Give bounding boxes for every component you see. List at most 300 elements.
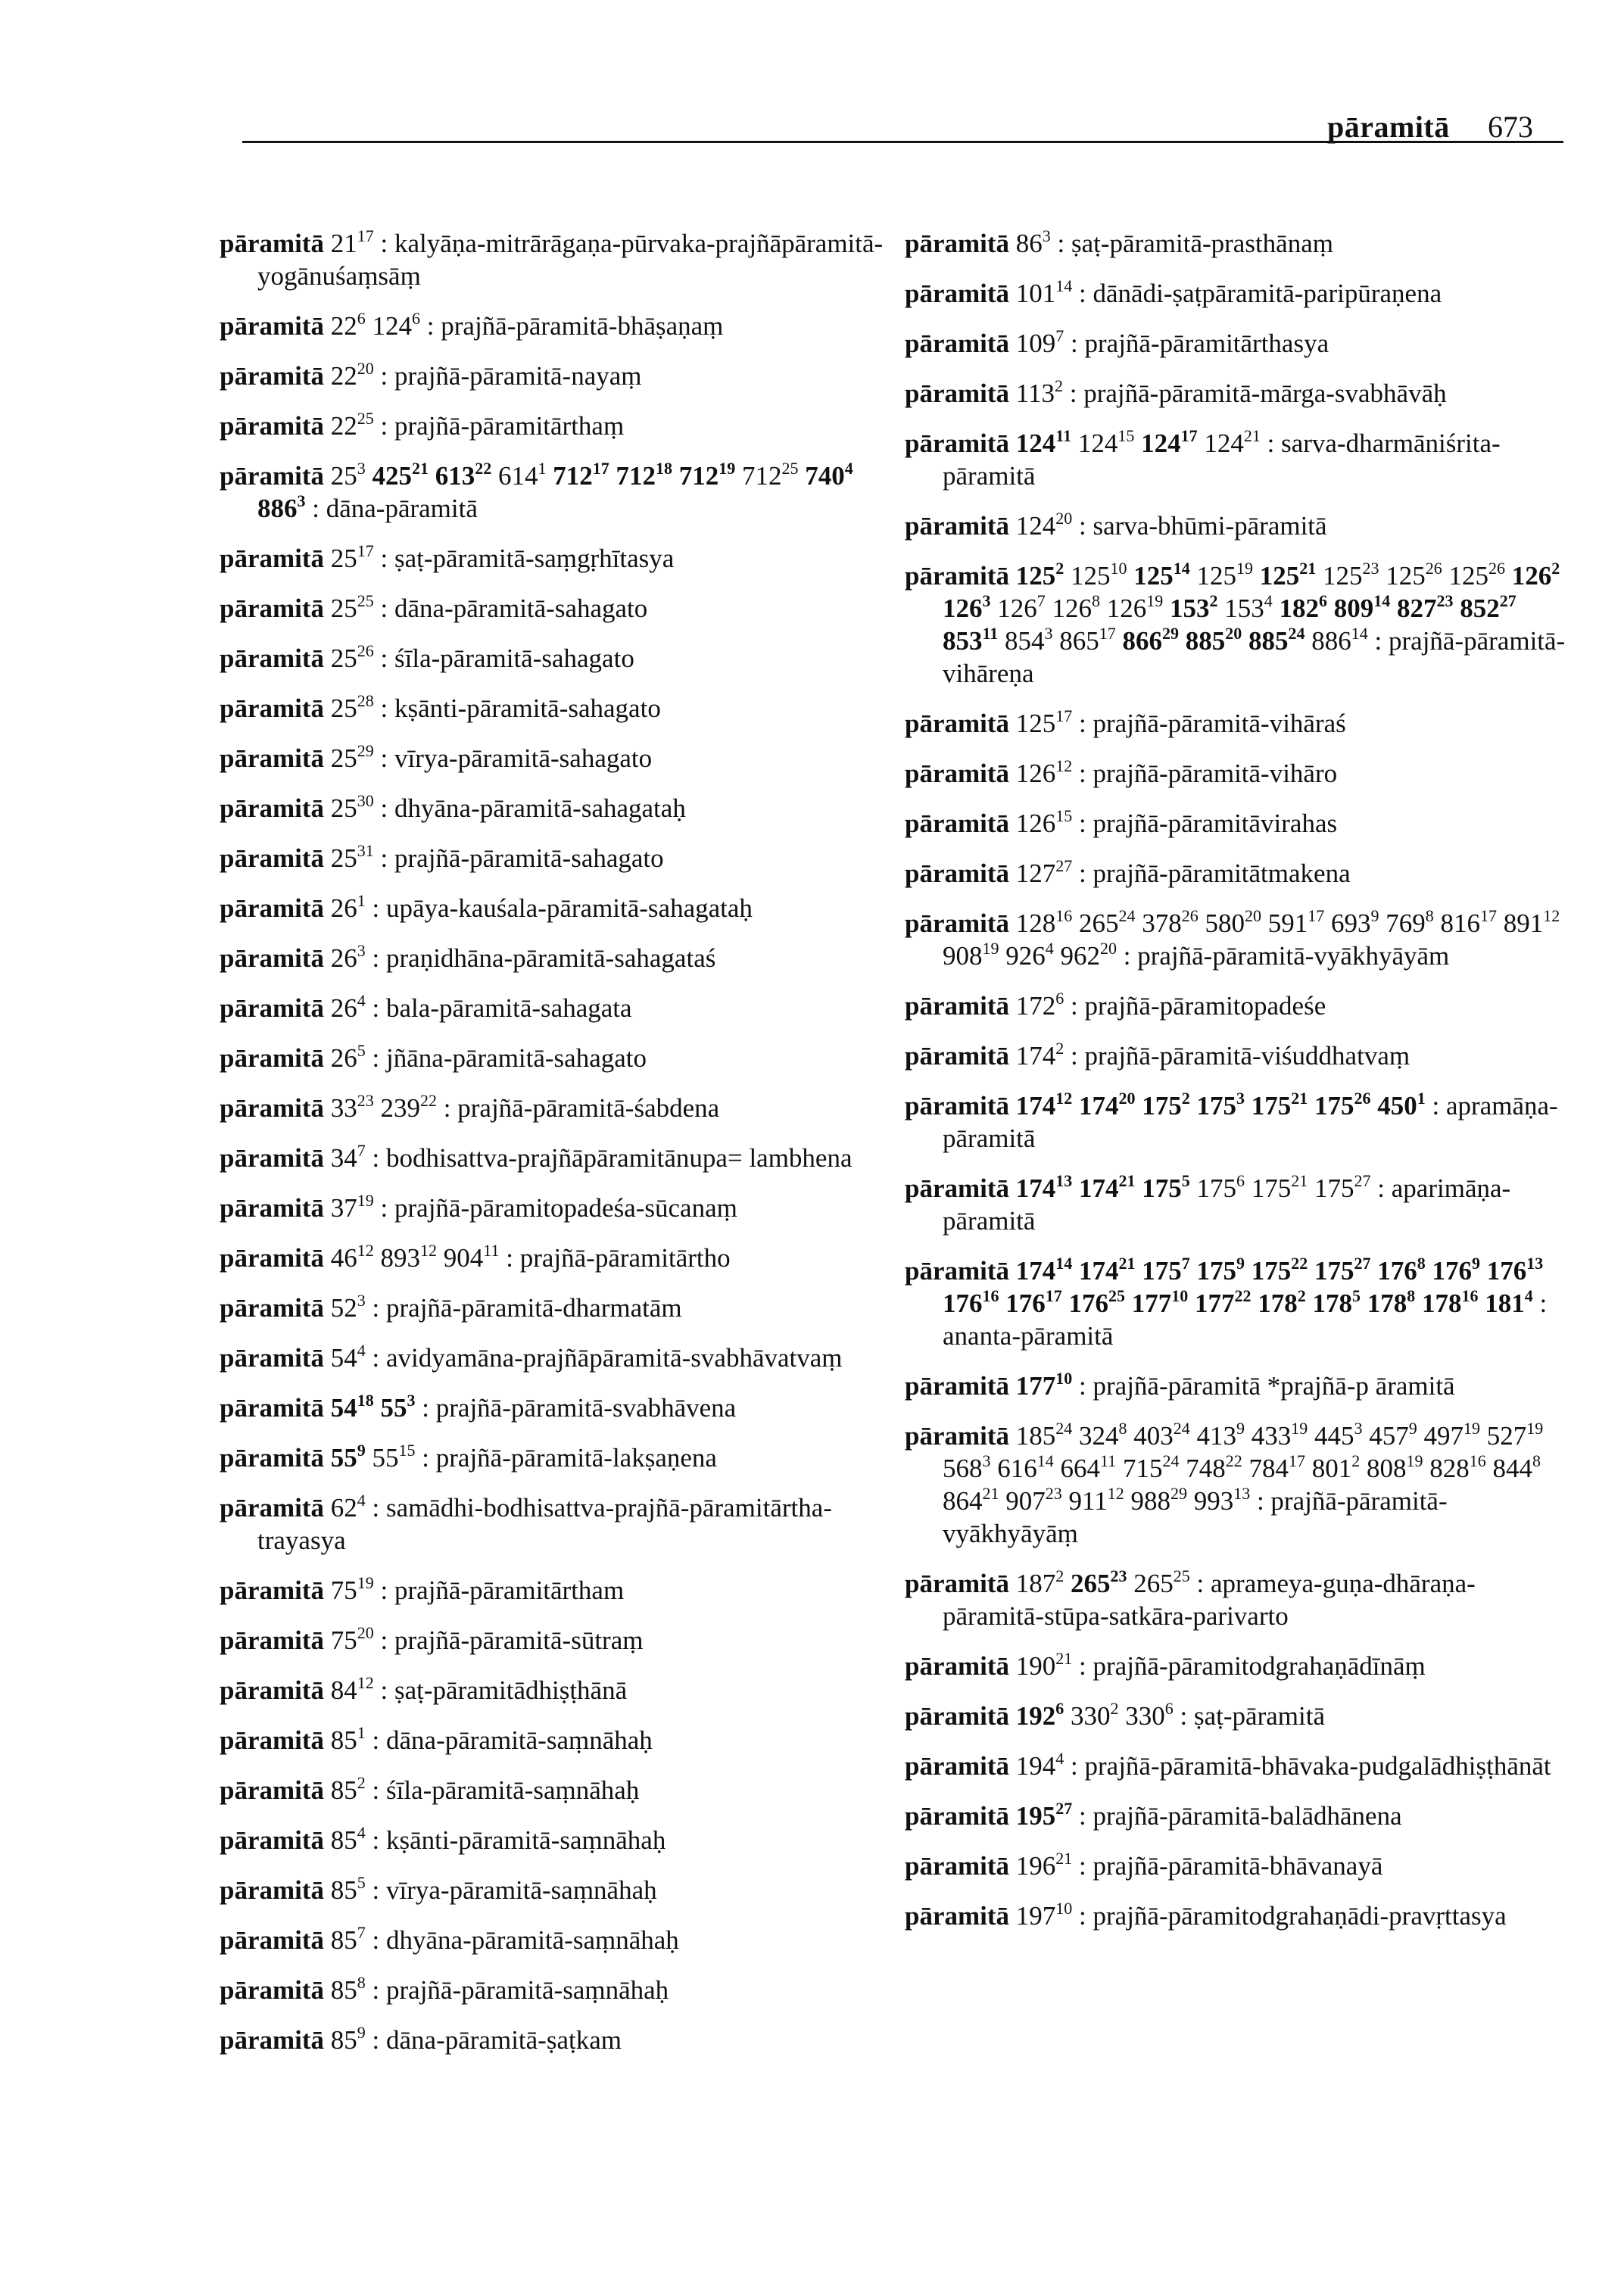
entry-reference bbox=[1123, 626, 1180, 656]
entry-reference bbox=[331, 693, 374, 723]
entry-reference bbox=[1386, 561, 1442, 591]
entry-reference bbox=[1079, 1256, 1136, 1286]
reference-page: 85 bbox=[330, 1975, 357, 2005]
dictionary-entry bbox=[220, 742, 886, 775]
reference-page: 113 bbox=[1015, 379, 1055, 408]
entry-reference bbox=[331, 1143, 366, 1173]
entry-headword: pāramitā bbox=[220, 1443, 325, 1473]
page-number: 673 bbox=[1488, 110, 1533, 144]
entry-gloss: : prajñā-pāramitārthasya bbox=[1071, 329, 1329, 358]
reference-page: 808 bbox=[1366, 1454, 1407, 1483]
dictionary-entry bbox=[220, 1724, 886, 1756]
reference-line: 9 bbox=[1408, 1419, 1417, 1438]
reference-line: 29 bbox=[1170, 1484, 1187, 1503]
reference-line: 6 bbox=[1055, 989, 1064, 1008]
reference-line: 26 bbox=[1488, 559, 1506, 578]
entry-reference bbox=[331, 893, 366, 923]
entry-gloss: : aparimāṇa-pāramitā bbox=[943, 1173, 1511, 1236]
entry-headword: pāramitā bbox=[220, 461, 325, 491]
entry-reference bbox=[1267, 906, 1325, 938]
reference-line: 5 bbox=[1181, 1171, 1190, 1190]
running-head: pāramitā bbox=[1327, 110, 1450, 144]
reference-line: 4 bbox=[357, 1823, 366, 1842]
reference-line: 4 bbox=[357, 1491, 366, 1510]
reference-page: 715 bbox=[1122, 1454, 1163, 1483]
entry-gloss: : prajñā-pāramitā-bhāṣaṇaṃ bbox=[426, 311, 724, 341]
reference-page: 893 bbox=[380, 1243, 421, 1273]
entry-gloss: : bala-pāramitā-sahagata bbox=[372, 993, 632, 1023]
entry-gloss: : prajñā-pāramitā-vihāreṇa bbox=[943, 626, 1566, 688]
reference-page: 907 bbox=[1005, 1486, 1046, 1516]
reference-line: 1 bbox=[357, 1723, 366, 1742]
dictionary-entry bbox=[220, 227, 886, 292]
entry-reference bbox=[1016, 1041, 1064, 1071]
reference-line: 23 bbox=[1362, 559, 1379, 578]
entry-reference bbox=[943, 591, 991, 623]
entry-reference bbox=[1252, 1091, 1308, 1121]
entry-reference bbox=[330, 226, 374, 258]
reference-page: 85 bbox=[330, 1725, 357, 1755]
entry-headword: pāramitā bbox=[220, 411, 325, 441]
entry-gloss: : dhyāna-pāramitā-saṃnāhaḥ bbox=[372, 1925, 679, 1955]
dictionary-entry bbox=[905, 1370, 1571, 1402]
entry-gloss: : prajñā-pāramitā-śabdena bbox=[443, 1093, 720, 1123]
dictionary-entry bbox=[905, 1039, 1571, 1072]
reference-page: 196 bbox=[1015, 1851, 1056, 1881]
reference-line: 31 bbox=[357, 841, 374, 860]
entry-reference bbox=[331, 1925, 366, 1955]
entry-reference bbox=[742, 461, 799, 491]
entry-reference bbox=[1422, 1286, 1479, 1318]
reference-line: 3 bbox=[1236, 1089, 1245, 1108]
reference-page: 126 bbox=[1052, 594, 1092, 623]
reference-line: 3 bbox=[1044, 624, 1053, 643]
entry-gloss: : vīrya-pāramitā-sahagato bbox=[380, 743, 653, 773]
entry-reference bbox=[1015, 276, 1073, 308]
entry-reference bbox=[1314, 1256, 1371, 1286]
reference-page: 175 bbox=[1251, 1173, 1292, 1203]
reference-line: 9 bbox=[1370, 906, 1379, 925]
entry-reference bbox=[1015, 226, 1051, 258]
entry-reference bbox=[1487, 1256, 1544, 1286]
entry-reference bbox=[1487, 1421, 1544, 1451]
reference-line: 23 bbox=[357, 1091, 374, 1110]
reference-line: 4 bbox=[357, 1341, 366, 1360]
reference-page: 25 bbox=[330, 743, 357, 773]
dictionary-entry bbox=[220, 2024, 886, 2056]
dictionary-entry bbox=[220, 592, 886, 625]
reference-page: 178 bbox=[1367, 1289, 1407, 1318]
entry-headword: pāramitā bbox=[220, 1576, 325, 1605]
entry-reference bbox=[331, 1393, 374, 1423]
reference-page: 450 bbox=[1377, 1091, 1417, 1121]
entry-headword: pāramitā bbox=[220, 1093, 325, 1123]
entry-reference bbox=[943, 1486, 999, 1516]
reference-line: 30 bbox=[357, 791, 374, 810]
dictionary-entry bbox=[220, 1491, 886, 1557]
entry-reference bbox=[1197, 1091, 1245, 1121]
reference-line: 18 bbox=[656, 459, 673, 478]
dictionary-entry bbox=[220, 1142, 886, 1174]
dictionary-entry bbox=[220, 360, 886, 392]
dictionary-entry bbox=[905, 1700, 1571, 1732]
entry-reference bbox=[1061, 941, 1117, 971]
entry-gloss: : dāna-pāramitā-saṃnāhaḥ bbox=[372, 1725, 653, 1755]
entry-gloss: : dāna-pāramitā bbox=[312, 494, 478, 523]
reference-page: 125 bbox=[1259, 561, 1300, 591]
dictionary-entry bbox=[220, 1192, 886, 1224]
reference-page: 126 bbox=[943, 594, 983, 623]
reference-line: 9 bbox=[357, 1441, 366, 1460]
reference-line: 9 bbox=[1472, 1254, 1481, 1273]
entry-reference bbox=[1122, 1451, 1180, 1483]
entry-reference bbox=[372, 1443, 416, 1473]
dictionary-entry bbox=[905, 1420, 1571, 1550]
reference-page: 891 bbox=[1503, 909, 1544, 938]
dictionary-entry bbox=[220, 1924, 886, 1956]
reference-page: 904 bbox=[443, 1243, 484, 1273]
entry-reference bbox=[1314, 1091, 1371, 1121]
dictionary-entry bbox=[220, 460, 886, 525]
reference-line: 7 bbox=[357, 1141, 366, 1160]
entry-reference bbox=[1512, 561, 1560, 591]
entry-headword: pāramitā bbox=[905, 1651, 1010, 1681]
reference-line: 16 bbox=[1461, 1286, 1479, 1305]
dictionary-entry bbox=[905, 510, 1571, 542]
reference-page: 25 bbox=[330, 644, 357, 673]
reference-page: 34 bbox=[330, 1143, 357, 1173]
reference-page: 177 bbox=[1015, 1371, 1056, 1401]
dictionary-entry bbox=[905, 1089, 1571, 1155]
reference-page: 126 bbox=[1511, 561, 1552, 591]
reference-page: 125 bbox=[1071, 561, 1111, 591]
reference-line: 17 bbox=[1180, 426, 1198, 445]
entry-reference bbox=[1142, 906, 1199, 938]
reference-page: 174 bbox=[1015, 1041, 1056, 1071]
entry-gloss: : śīla-pāramitā-sahagato bbox=[380, 644, 634, 673]
entry-headword: pāramitā bbox=[220, 1293, 325, 1323]
reference-line: 22 bbox=[475, 459, 492, 478]
reference-line: 20 bbox=[1245, 906, 1262, 925]
entry-reference bbox=[381, 1393, 416, 1423]
entry-headword: pāramitā bbox=[220, 1193, 325, 1223]
reference-page: 86 bbox=[1015, 229, 1043, 258]
reference-line: 12 bbox=[1055, 756, 1073, 775]
dictionary-entry bbox=[220, 1292, 886, 1324]
reference-line: 25 bbox=[357, 409, 374, 428]
reference-line: 8 bbox=[1425, 906, 1434, 925]
entry-gloss: : prajñā-pāramitā-vyākhyāyāṃ bbox=[943, 1486, 1448, 1548]
entry-headword: pāramitā bbox=[905, 1901, 1010, 1931]
reference-page: 784 bbox=[1248, 1454, 1289, 1483]
reference-line: 12 bbox=[1107, 1484, 1124, 1503]
reference-line: 4 bbox=[844, 459, 853, 478]
reference-line: 16 bbox=[1055, 906, 1073, 925]
entry-headword: pāramitā bbox=[905, 709, 1010, 738]
reference-line: 19 bbox=[1146, 591, 1164, 610]
dictionary-entry bbox=[905, 1255, 1571, 1352]
reference-page: 128 bbox=[1015, 909, 1056, 938]
entry-reference bbox=[1197, 1256, 1245, 1286]
entry-headword: pāramitā bbox=[905, 909, 1010, 938]
dictionary-entry bbox=[905, 1567, 1571, 1632]
reference-line: 21 bbox=[1243, 426, 1261, 445]
dictionary-entry bbox=[905, 707, 1571, 740]
dictionary-entry bbox=[220, 992, 886, 1024]
reference-line: 21 bbox=[1299, 559, 1317, 578]
reference-page: 197 bbox=[1015, 1901, 1056, 1931]
entry-headword: pāramitā bbox=[220, 1625, 325, 1655]
reference-line: 12 bbox=[357, 1241, 374, 1260]
dictionary-entry bbox=[220, 892, 886, 924]
entry-reference bbox=[997, 591, 1046, 623]
reference-line: 20 bbox=[1100, 939, 1117, 958]
entry-gloss: : jñāna-pāramitā-sahagato bbox=[372, 1043, 647, 1073]
reference-line: 14 bbox=[1351, 624, 1368, 643]
dictionary-entry bbox=[220, 542, 886, 575]
reference-line: 1 bbox=[538, 459, 547, 478]
reference-line: 6 bbox=[1055, 1699, 1064, 1718]
dictionary-entry bbox=[220, 1442, 886, 1474]
entry-reference bbox=[1142, 1173, 1190, 1203]
entry-headword: pāramitā bbox=[220, 1775, 325, 1805]
entry-gloss: : vīrya-pāramitā-saṃnāhaḥ bbox=[372, 1875, 657, 1905]
entry-headword: pāramitā bbox=[905, 1371, 1010, 1401]
reference-page: 25 bbox=[330, 693, 357, 723]
entry-gloss: : prajñā-pāramitopadeśa-sūcanaṃ bbox=[380, 1193, 737, 1223]
reference-line: 23 bbox=[1110, 1566, 1127, 1585]
entry-reference bbox=[331, 1625, 374, 1655]
entry-reference bbox=[1016, 1173, 1073, 1203]
reference-line: 4 bbox=[1045, 939, 1054, 958]
reference-page: 885 bbox=[1185, 626, 1226, 656]
entry-gloss: : samādhi-bodhisattva-prajñā-pāramitārtha-trayasya bbox=[257, 1493, 832, 1555]
entry-reference bbox=[1312, 1286, 1361, 1318]
entry-reference bbox=[331, 1043, 366, 1073]
reference-line: 19 bbox=[1463, 1419, 1481, 1438]
reference-line: 10 bbox=[1171, 1286, 1189, 1305]
reference-page: 185 bbox=[1015, 1421, 1056, 1451]
entry-reference bbox=[1386, 906, 1434, 938]
reference-page: 816 bbox=[1440, 909, 1481, 938]
entry-reference bbox=[1258, 1286, 1306, 1318]
reference-page: 591 bbox=[1267, 909, 1308, 938]
reference-page: 54 bbox=[330, 1393, 357, 1423]
entry-reference bbox=[943, 626, 998, 656]
entry-gloss: : kṣānti-pāramitā-saṃnāhaḥ bbox=[372, 1825, 666, 1855]
reference-page: 175 bbox=[1142, 1173, 1182, 1203]
reference-page: 885 bbox=[1248, 626, 1289, 656]
entry-reference bbox=[331, 411, 374, 441]
reference-line: 19 bbox=[357, 1573, 374, 1592]
entry-reference bbox=[1197, 1173, 1245, 1203]
entry-gloss: : prajñā-pāramitārthaṃ bbox=[380, 411, 625, 441]
reference-page: 926 bbox=[1005, 941, 1046, 971]
dictionary-entry bbox=[220, 310, 886, 342]
reference-page: 175 bbox=[1142, 1256, 1182, 1286]
reference-line: 21 bbox=[1291, 1089, 1308, 1108]
entry-reference bbox=[331, 1825, 366, 1855]
entry-headword: pāramitā bbox=[905, 809, 1010, 838]
entry-reference bbox=[1079, 906, 1136, 938]
entry-reference bbox=[330, 541, 374, 573]
reference-page: 124 bbox=[1204, 429, 1244, 458]
reference-page: 827 bbox=[1397, 594, 1437, 623]
entry-headword: pāramitā bbox=[905, 1751, 1010, 1781]
entry-gloss: : prajñā-pāramitā-svabhāvena bbox=[422, 1393, 737, 1423]
entry-reference bbox=[331, 1875, 366, 1905]
reference-page: 172 bbox=[1015, 991, 1056, 1021]
entry-gloss: : ṣaṭ-pāramitādhiṣṭhānā bbox=[380, 1675, 628, 1705]
entry-reference bbox=[1424, 1421, 1481, 1451]
entry-headword: pāramitā bbox=[220, 693, 325, 723]
reference-page: 265 bbox=[1071, 1569, 1111, 1598]
entry-headword: pāramitā bbox=[220, 1393, 325, 1423]
entry-reference bbox=[1130, 1486, 1187, 1516]
reference-page: 125 bbox=[1448, 561, 1489, 591]
reference-page: 187 bbox=[1015, 1569, 1056, 1598]
reference-page: 85 bbox=[330, 1825, 357, 1855]
entry-reference bbox=[331, 2025, 366, 2055]
reference-line: 20 bbox=[1225, 624, 1242, 643]
reference-line: 13 bbox=[1055, 1171, 1073, 1190]
entry-reference bbox=[1485, 1286, 1533, 1318]
dictionary-entry bbox=[220, 842, 886, 874]
reference-page: 178 bbox=[1422, 1289, 1462, 1318]
reference-line: 19 bbox=[1236, 559, 1254, 578]
dictionary-entry bbox=[220, 1242, 886, 1274]
reference-line: 5 bbox=[357, 1041, 366, 1060]
entry-gloss: : dhyāna-pāramitā-sahagataḥ bbox=[380, 793, 686, 823]
reference-line: 10 bbox=[1055, 1899, 1073, 1918]
entry-reference bbox=[1204, 426, 1261, 458]
reference-page: 126 bbox=[997, 594, 1037, 623]
entry-reference bbox=[381, 1243, 438, 1273]
entry-reference bbox=[331, 1343, 366, 1373]
reference-line: 26 bbox=[1181, 906, 1199, 925]
entry-gloss: : prajñā-pāramitāvirahas bbox=[1079, 809, 1338, 838]
dictionary-entry bbox=[905, 227, 1571, 260]
reference-line: 2 bbox=[1055, 1566, 1064, 1585]
reference-line: 11 bbox=[1055, 426, 1072, 445]
reference-page: 853 bbox=[943, 626, 983, 656]
entry-headword: pāramitā bbox=[220, 943, 325, 973]
dictionary-entry bbox=[905, 427, 1571, 492]
entry-reference bbox=[1079, 1091, 1136, 1121]
reference-line: 20 bbox=[357, 359, 374, 378]
reference-page: 712 bbox=[553, 461, 593, 491]
entry-headword: pāramitā bbox=[220, 1825, 325, 1855]
reference-line: 24 bbox=[1055, 1419, 1073, 1438]
entry-reference bbox=[331, 1493, 366, 1523]
entry-reference bbox=[1015, 376, 1063, 408]
reference-page: 126 bbox=[1015, 759, 1056, 788]
reference-line: 27 bbox=[1354, 1254, 1371, 1273]
reference-page: 174 bbox=[1015, 1173, 1056, 1203]
entry-reference bbox=[1252, 1256, 1308, 1286]
reference-page: 124 bbox=[372, 311, 413, 341]
entry-gloss: : prajñā-pāramitopadeśe bbox=[1071, 991, 1326, 1021]
entry-gloss: : prajñā-pāramitā-dharmatām bbox=[372, 1293, 682, 1323]
entry-reference bbox=[331, 1193, 374, 1223]
reference-page: 177 bbox=[1195, 1289, 1235, 1318]
reference-page: 125 bbox=[1196, 561, 1237, 591]
dictionary-entry bbox=[905, 807, 1571, 840]
entry-headword: pāramitā bbox=[905, 1041, 1010, 1071]
reference-line: 12 bbox=[1543, 906, 1560, 925]
reference-line: 3 bbox=[982, 1451, 991, 1470]
reference-line: 6 bbox=[357, 309, 366, 328]
reference-page: 175 bbox=[1314, 1173, 1354, 1203]
dictionary-entry bbox=[220, 1092, 886, 1124]
reference-line: 4 bbox=[1264, 591, 1273, 610]
entry-headword: pāramitā bbox=[220, 1975, 325, 2005]
entry-gloss: : ṣaṭ-pāramitā-prasthānaṃ bbox=[1057, 229, 1333, 258]
reference-line: 26 bbox=[1354, 1089, 1371, 1108]
entry-reference bbox=[1377, 1091, 1426, 1121]
entry-headword: pāramitā bbox=[905, 1851, 1010, 1881]
reference-line: 23 bbox=[1436, 591, 1454, 610]
reference-line: 14 bbox=[1373, 591, 1391, 610]
dictionary-entry bbox=[905, 277, 1571, 310]
reference-page: 886 bbox=[1311, 626, 1351, 656]
dictionary-entry bbox=[220, 1624, 886, 1657]
entry-reference bbox=[1005, 626, 1053, 656]
reference-page: 101 bbox=[1015, 279, 1056, 308]
reference-page: 740 bbox=[805, 461, 845, 491]
reference-page: 176 bbox=[1486, 1256, 1527, 1286]
entry-reference bbox=[1068, 1286, 1126, 1318]
entry-reference bbox=[331, 943, 366, 973]
reference-line: 22 bbox=[1225, 1451, 1242, 1470]
reference-line: 17 bbox=[592, 459, 609, 478]
reference-line: 17 bbox=[357, 541, 374, 560]
reference-line: 3 bbox=[1354, 1419, 1363, 1438]
entry-headword: pāramitā bbox=[220, 644, 325, 673]
entry-gloss: : ṣaṭ-pāramitā bbox=[1180, 1701, 1325, 1731]
reference-page: 828 bbox=[1429, 1454, 1470, 1483]
reference-page: 865 bbox=[1059, 626, 1099, 656]
reference-page: 445 bbox=[1314, 1421, 1354, 1451]
reference-line: 17 bbox=[1099, 624, 1116, 643]
entry-reference bbox=[1005, 941, 1054, 971]
reference-page: 324 bbox=[1079, 1421, 1119, 1451]
entry-gloss: : prajñā-pāramitārtho bbox=[506, 1243, 731, 1273]
entry-headword: pāramitā bbox=[905, 1701, 1010, 1731]
entry-reference bbox=[1224, 591, 1273, 623]
reference-page: 125 bbox=[1133, 561, 1174, 591]
entry-gloss: : prajñā-pāramitā-viśuddhatvaṃ bbox=[1071, 1041, 1410, 1071]
reference-line: 3 bbox=[1042, 226, 1051, 245]
entry-gloss: : ananta-pāramitā bbox=[943, 1289, 1548, 1351]
reference-line: 24 bbox=[1173, 1419, 1190, 1438]
entry-headword: pāramitā bbox=[220, 1925, 325, 1955]
reference-page: 854 bbox=[1005, 626, 1045, 656]
entry-gloss: : praṇidhāna-pāramitā-sahagataś bbox=[372, 943, 716, 973]
entry-reference bbox=[1314, 1173, 1371, 1203]
reference-line: 21 bbox=[412, 459, 429, 478]
entry-reference bbox=[1195, 1286, 1252, 1318]
reference-line: 12 bbox=[1055, 1089, 1073, 1108]
reference-line: 2 bbox=[1209, 591, 1218, 610]
entry-reference bbox=[1369, 1421, 1417, 1451]
entry-reference bbox=[330, 591, 374, 623]
reference-line: 21 bbox=[982, 1484, 999, 1503]
entry-reference bbox=[1015, 426, 1072, 458]
reference-page: 527 bbox=[1486, 1421, 1527, 1451]
reference-page: 125 bbox=[1386, 561, 1426, 591]
reference-line: 17 bbox=[357, 226, 374, 245]
